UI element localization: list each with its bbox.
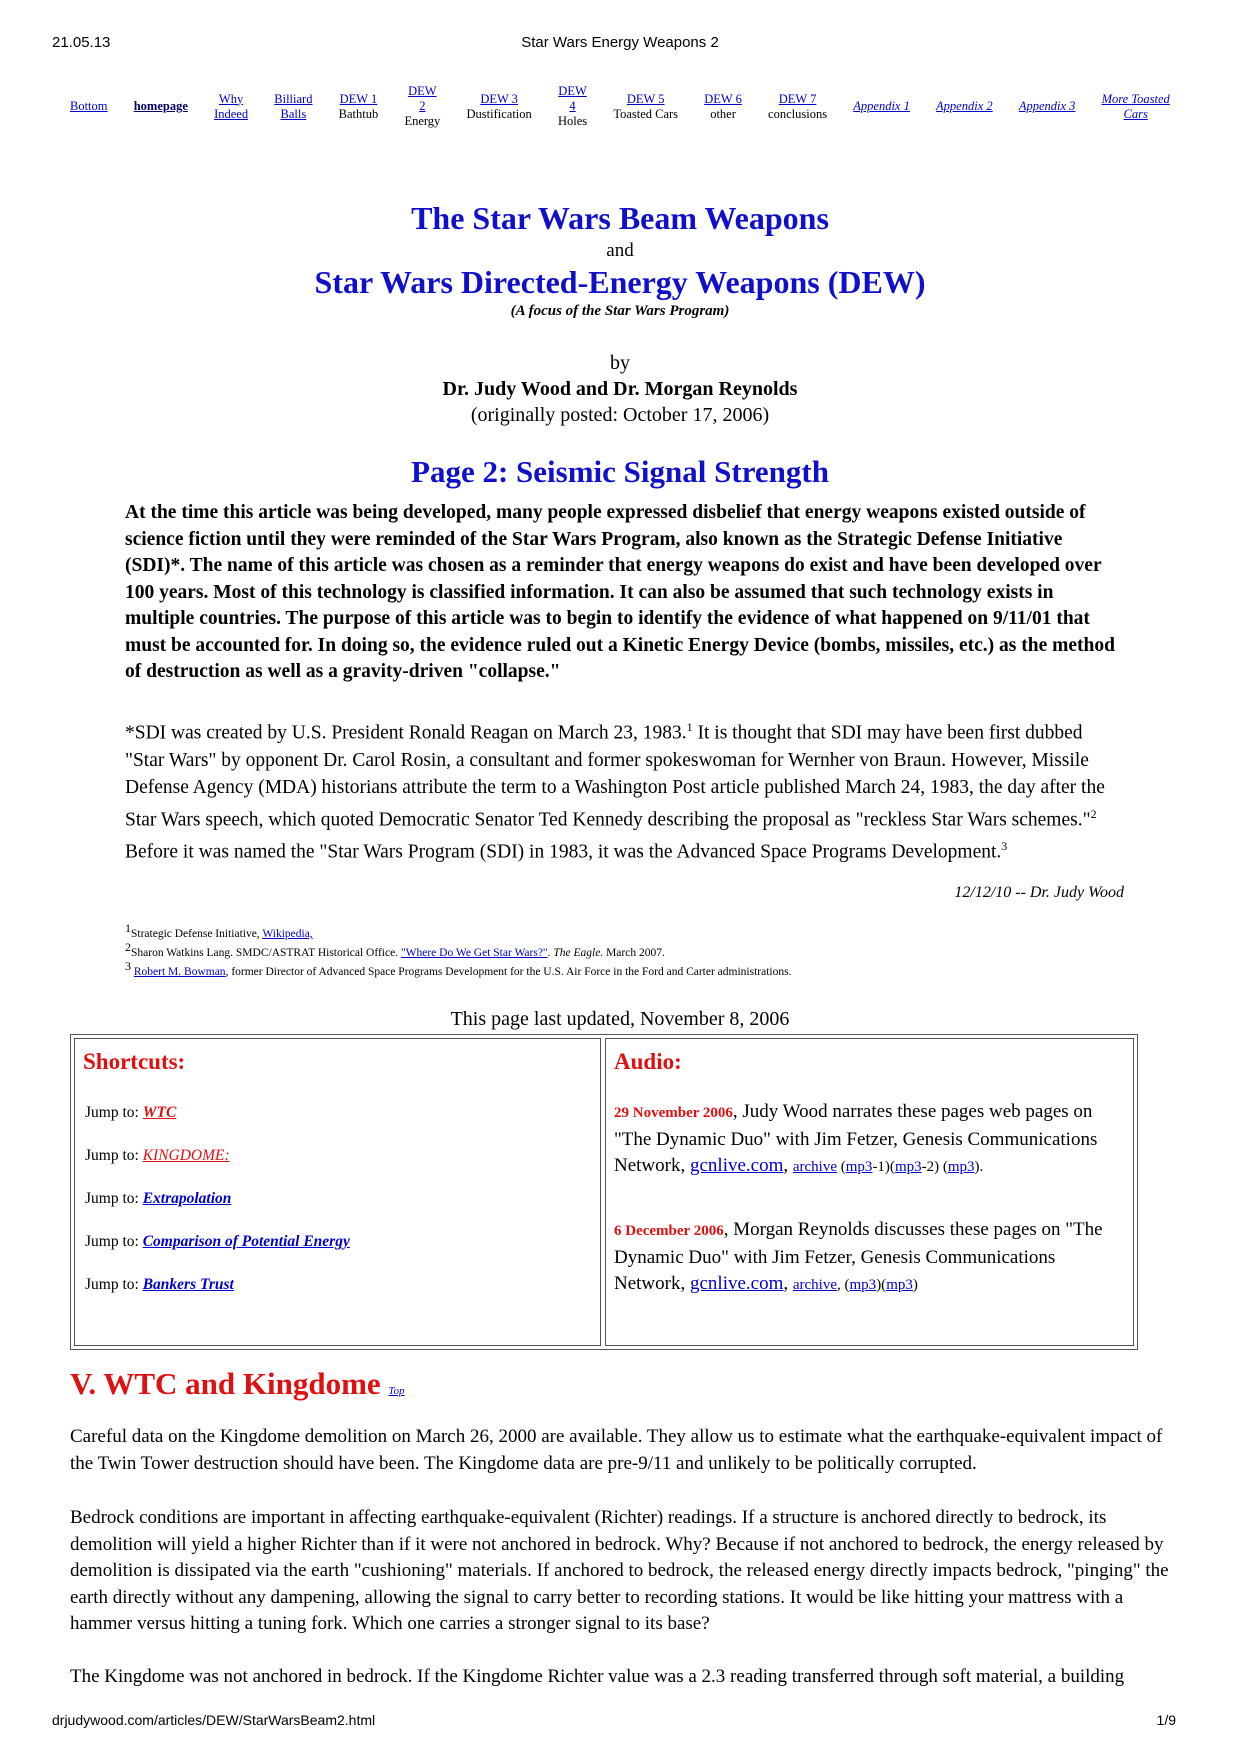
posted-date: (originally posted: October 17, 2006) [470,404,770,426]
nav-appendix3-link[interactable]: Appendix 3 [1018,99,1076,113]
jump-wtc-link[interactable]: WTC [142,1104,177,1121]
footnote-1 [125,921,313,940]
archive-link[interactable]: archive [792,1277,838,1293]
footnote-number: 2 [125,940,131,954]
footnote-text: Strategic Defense Initiative, [131,927,263,940]
nav-label: Balls [280,106,307,121]
audio-punct: , [783,1155,793,1176]
audio-entry-2 [614,1217,1124,1299]
nav-homepage-link[interactable]: homepage [133,99,188,113]
jump-row [85,1276,234,1294]
body-paragraph-1: Careful data on the Kingdome demolition on March 26, 2000 are available. They allow us to estimate what the earthquake-equivalent impact of the Twin Tower destruction should have been. The Kingdome data are pre-9/11 and unlikely to be politically corrupted. [70,1426,1163,1474]
title-subtitle: (A focus of the Star Wars Program) [510,303,730,319]
shortcuts-cell [74,1038,601,1346]
body-paragraph-2: Bedrock conditions are important in affecting earthquake-equivalent (Richter) readings. If a structure is anchored directly to bedrock, its demolition will yield a higher Richter than if it were not anchored in bedrock. Why? Because if not anchored to bedrock, the energy released by demolition is dissipated via the earth "cushioning" materials. If anchored to bedrock, the released energy directly impacts bedrock, "pinging" the earth directly without any dampening, allowing the signal to carry better to recording stations. It would be like hitting your mattress with a hammer versus hitting a tuning fork. Which one carries a stronger signal to its base? [70,1507,1169,1634]
title-line-1: The Star Wars Beam Weapons [411,200,829,236]
audio-text: , Morgan Reynolds discusses these pages on "The Dynamic Duo" with Jim Fetzer, Genesis Communications Network, [614,1219,1103,1294]
title-and: and [606,240,634,261]
audio-date: 6 December 2006 [614,1223,724,1239]
audio-date: 29 November 2006 [614,1105,733,1121]
nav-dew6-sub: other [710,106,736,121]
jump-label: Jump to: [85,1147,143,1164]
mp3-link[interactable]: mp3 [894,1159,922,1175]
body-paragraph-3: The Kingdome was not anchored in bedrock. If the Kingdome Richter value was a 2.3 reading transferred through soft material, a building [70,1666,1125,1687]
print-date: 21.05.13 [52,34,111,51]
title-line-2: Star Wars Directed-Energy Weapons (DEW) [314,264,926,300]
byline-by: by [610,352,630,374]
jump-label: Jump to: [85,1276,143,1293]
nav-dew1-link[interactable]: DEW 1 [339,91,378,106]
footer-url: drjudywood.com/articles/DEW/StarWarsBeam2.html [52,1712,376,1728]
nav-more-toasted-cars-link[interactable] [1102,92,1170,122]
nav-label: 4 [569,99,576,113]
intro-paragraph: At the time this article was being developed, many people expressed disbelief that energy weapons existed outside of science fiction until they were reminded of the Star Wars Program, also known as the Strategic Defense Initiative (SDI)*. The name of this article was chosen as a reminder that energy weapons do exist and have been developed over 100 years. Most of this technology is classified information. It can also be assumed that such technology exists in multiple countries. The purpose of this article was to begin to identify the evidence of what happened on 9/11/01 that must be accounted for. In doing so, the evidence ruled out a Kinetic Energy Device (bombs, missiles, etc.) as the method of destruction as well as a gravity-driven "collapse." [125,502,1115,682]
audio-punct: -1)( [872,1159,895,1175]
footnote-2 [125,940,665,959]
nav-why-indeed-link[interactable] [214,92,248,122]
nav-bottom-link[interactable]: Bottom [70,99,108,113]
nav-dew1-sub: Bathtub [338,106,379,121]
audio-punct: ). [974,1159,984,1175]
nav-dew2-sub: Energy [404,114,441,128]
top-link[interactable]: Top [388,1385,405,1397]
nav-dew4-link[interactable] [558,84,586,114]
nav-dew5-link[interactable]: DEW 5 [626,91,665,106]
footnote-number: 1 [125,921,131,935]
section-title-text: V. WTC and Kingdome [70,1366,381,1401]
jump-row [85,1104,176,1122]
archive-link[interactable]: archive [792,1159,838,1175]
nav-dew6-link[interactable]: DEW 6 [704,91,742,106]
nav-label: Billiard [274,91,313,106]
footnote-number: 3 [125,959,131,973]
wikipedia-link[interactable]: Wikipedia, [262,927,313,940]
footnote-ref: 2 [1090,806,1097,821]
footnote-text: March 2007. [603,946,665,959]
footnote-ref: 3 [1001,839,1008,853]
section-title [70,1366,405,1402]
jump-row [85,1190,231,1208]
nav-label: DEW [408,84,437,98]
nav-billiard-balls-link[interactable] [274,92,312,122]
audio-punct: )( [876,1277,887,1293]
gcnlive-link[interactable]: gcnlive.com [689,1273,784,1294]
footnote-text: . [547,946,554,959]
audio-cell [605,1038,1134,1346]
sdi-text: Before it was named the "Star Wars Program (SDI) in 1983, it was the Advanced Space Programs Development. [125,841,1002,863]
shortcuts-heading: Shortcuts: [83,1049,186,1074]
last-updated: This page last updated, November 8, 2006 [450,1008,790,1030]
mp3-link[interactable]: mp3 [947,1159,975,1175]
gcnlive-link[interactable]: gcnlive.com [689,1155,784,1176]
nav-label: More Toasted [1101,91,1170,106]
byline-authors: Dr. Judy Wood and Dr. Morgan Reynolds [442,378,798,400]
nav-label: 2 [419,99,426,113]
jump-row [85,1147,230,1165]
nav-dew7-sub: conclusions [768,106,828,121]
nav-dew4-sub: Holes [557,114,588,128]
jump-label: Jump to: [85,1233,143,1250]
nav-dew3-sub: Dustification [466,106,532,121]
jump-label: Jump to: [85,1104,143,1121]
audio-punct: , ( [837,1277,850,1293]
audio-punct: ) [912,1277,918,1293]
footnote-text: , former Director of Advanced Space Programs Development for the U.S. Air Force in the Ford and Carter administrations. [225,965,792,978]
star-wars-article-link[interactable]: "Where Do We Get Star Wars?" [400,946,548,959]
nav-dew2-link[interactable] [408,84,436,114]
jump-bankers-trust-link[interactable]: Bankers Trust [142,1276,234,1293]
top-navigation [70,84,1170,129]
audio-punct: -2) ( [921,1159,948,1175]
audio-text: , Judy Wood narrates these pages web pages on "The Dynamic Duo" with Jim Fetzer, Genesis Communications Network, [614,1101,1098,1176]
nav-dew7-link[interactable]: DEW 7 [778,91,817,106]
jump-kingdome-link[interactable]: KINGDOME: [142,1147,230,1164]
page-heading: Page 2: Seismic Signal Strength [411,454,829,489]
jump-row [85,1233,350,1251]
nav-label: DEW [558,84,587,98]
mp3-link[interactable]: mp3 [849,1277,877,1293]
print-title: Star Wars Energy Weapons 2 [521,34,719,51]
signature: 12/12/10 -- Dr. Judy Wood [954,884,1124,901]
nav-label: Why [218,91,244,106]
footnote-publication: The Eagle. [553,946,604,959]
jump-potential-energy-link[interactable]: Comparison of Potential Energy [142,1233,350,1250]
sdi-text: It is thought that SDI may have been first dubbed "Star Wars" by opponent Dr. Carol Rosin, a consultant and former spokeswoman for Wernher von Braun. However, Missile Defense Agency (MDA) historians attribute the term to a Washington Post article published March 24, 1983, the day after the Star Wars speech, which quoted Democratic Senator Ted Kennedy describing the proposal as "reckless Star Wars schemes." [125,722,1105,830]
nav-dew3-link[interactable]: DEW 3 [480,91,518,106]
footer-page-number: 1/9 [1156,1712,1176,1728]
bowman-link[interactable]: Robert M. Bowman [133,965,226,978]
audio-punct: ( [837,1159,846,1175]
shortcuts-audio-table [70,1034,1138,1350]
jump-label: Jump to: [85,1190,143,1207]
sdi-text: *SDI was created by U.S. President Ronald Reagan on March 23, 1983. [125,722,687,744]
jump-extrapolation-link[interactable]: Extrapolation [142,1190,232,1207]
audio-entry-1 [614,1099,1124,1181]
nav-label: Indeed [214,106,249,121]
nav-appendix2-link[interactable]: Appendix 2 [936,99,993,113]
sdi-paragraph [125,714,1125,866]
mp3-link[interactable]: mp3 [886,1277,913,1293]
audio-heading: Audio: [614,1049,682,1074]
nav-dew5-sub: Toasted Cars [613,106,679,121]
audio-punct: , [783,1273,793,1294]
footnote-ref: 1 [686,720,693,734]
footnote-3 [125,959,791,978]
nav-appendix1-link[interactable]: Appendix 1 [853,99,910,113]
nav-label: Cars [1123,106,1148,121]
footnote-text: Sharon Watkins Lang. SMDC/ASTRAT Historical Office. [131,946,401,959]
mp3-link[interactable]: mp3 [845,1159,873,1175]
